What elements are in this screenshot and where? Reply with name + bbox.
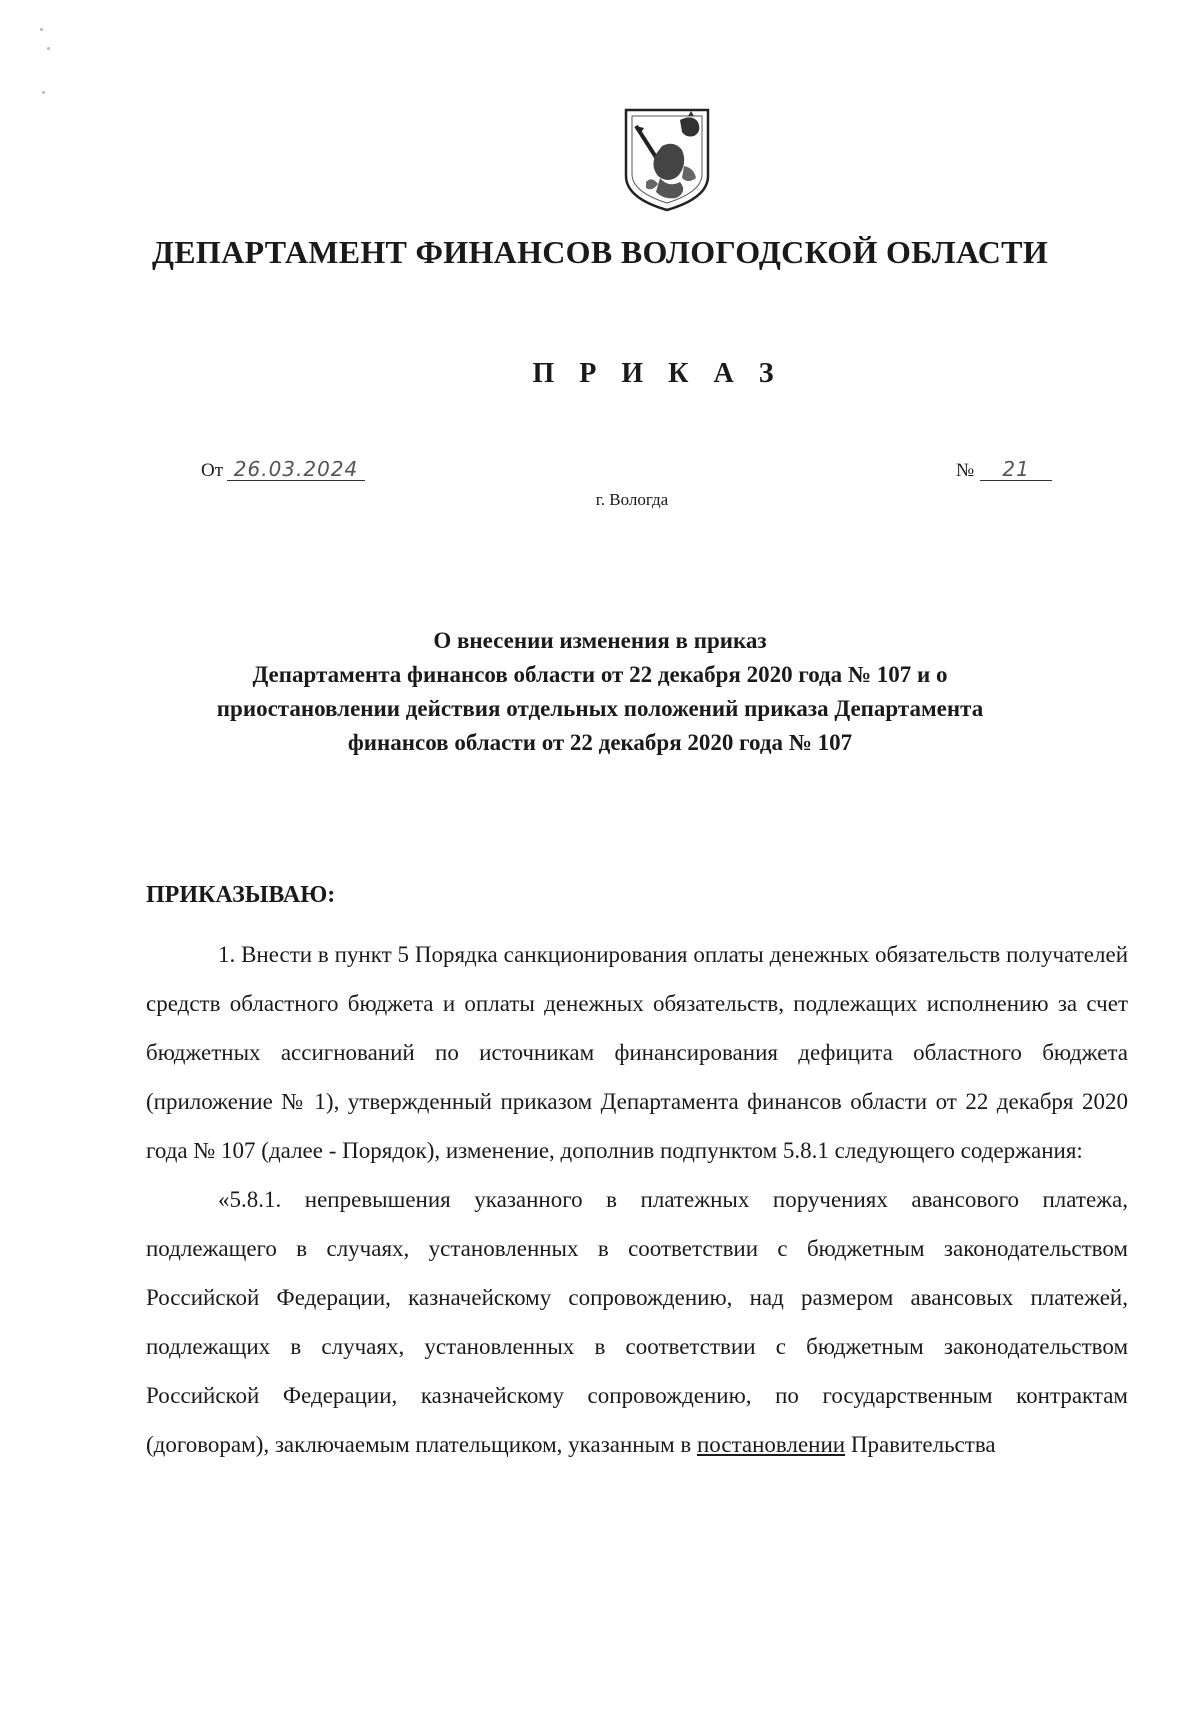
number-line [956,458,1052,482]
order-heading: ПРИКАЗЫВАЮ: [146,882,336,908]
order-body [146,930,1128,1469]
subject-line: Департамента финансов области от 22 декабря 2020 года № 107 и о [252,662,948,687]
subject-line: О внесении изменения в приказ [433,628,767,653]
paragraph-2-text: «5.8.1. непревышения указанного в платежных поручениях авансового платежа, подлежащего в случаях, установленных в соответствии с бюджетным законодательством Российской Федерации, казначейскому сопровождению, над размером авансовых платежей, подлежащих в случаях, установленных в соответствии с бюджетным законодательством Российской Федерации, казначейскому сопровождению, по государственным контрактам (договорам), заключаемым плательщиком, указанным в [146,1187,1128,1457]
date-line [201,458,365,482]
date-prefix: От [201,460,224,481]
paragraph-2 [146,1175,1128,1469]
document-type: П Р И К А З [532,358,783,389]
number-value: 21 [980,458,1052,481]
resolution-link[interactable]: постановлении [696,1432,846,1457]
subject-line: финансов области от 22 декабря 2020 года № 107 [347,730,853,755]
number-prefix: № [956,460,975,481]
date-value: 26.03.2024 [227,458,365,481]
paragraph-1: 1. Внести в пункт 5 Порядка санкционирования оплаты денежных обязательств получателей средств областного бюджета и оплаты денежных обязательств, подлежащих исполнению за счет бюджетных ассигнований по источникам финансирования дефицита областного бюджета (приложение № 1), утвержденный приказом Департамента финансов области от 22 декабря 2020 года № 107 (далее - Порядок), изменение, дополнив подпунктом 5.8.1 следующего содержания: [146,942,1128,1163]
subject-line: приостановлении действия отдельных положений приказа Департамента [216,696,984,721]
paragraph-2-end: Правительства [850,1432,996,1457]
department-title: ДЕПАРТАМЕНТ ФИНАНСОВ ВОЛОГОДСКОЙ ОБЛАСТИ [151,234,1049,270]
order-subject [0,624,1200,760]
city-label: г. Вологда [595,490,669,509]
vologda-coat-of-arms-icon [622,106,712,214]
